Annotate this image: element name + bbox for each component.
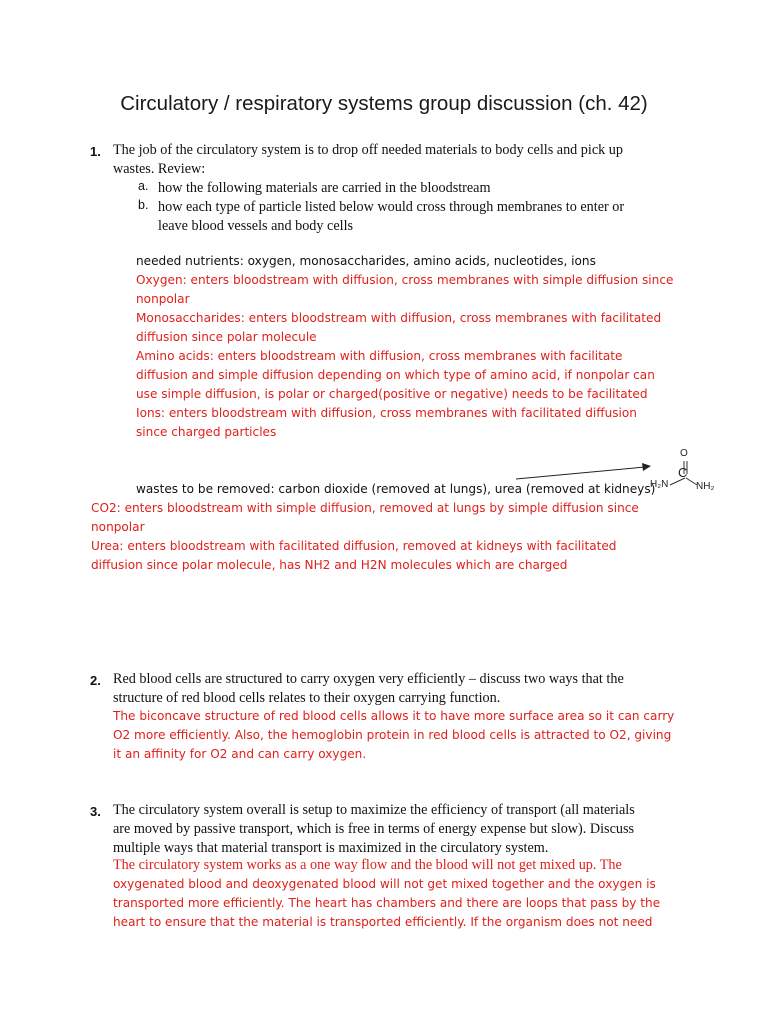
sub-item-letter: b. <box>138 198 149 212</box>
sub-item-letter: a. <box>138 179 149 193</box>
answer-line: since charged particles <box>136 425 277 439</box>
arrow-head <box>642 463 651 471</box>
answer-line: diffusion since polar molecule <box>136 330 317 344</box>
nutrients-heading: needed nutrients: oxygen, monosaccharides, amino acids, nucleotides, ions <box>136 254 596 268</box>
sub-item-line: how each type of particle listed below would cross through membranes to enter or <box>158 199 625 215</box>
answer-line: Ions: enters bloodstream with diffusion, cross membranes with facilitated diffusion <box>136 406 637 420</box>
carbon-atom-label: C <box>678 465 688 480</box>
answer-line: The biconcave structure of red blood cells allows it to have more surface area so it can carry <box>113 709 675 723</box>
answer-line: Amino acids: enters bloodstream with diffusion, cross membranes with facilitate <box>136 349 623 363</box>
wastes-heading: wastes to be removed: carbon dioxide (removed at lungs), urea (removed at kidneys) <box>136 482 656 496</box>
wastes-answer <box>91 499 639 575</box>
prompt-line: multiple ways that material transport is maximized in the circulatory system. <box>113 840 549 856</box>
prompt-line: Red blood cells are structured to carry oxygen very efficiently – discuss two ways that the <box>113 671 624 687</box>
answer-line: heart to ensure that the material is transported efficiently. If the organism does not need <box>113 915 653 929</box>
answer-line: transported more efficiently. The heart has chambers and there are loops that pass by the <box>113 896 661 910</box>
page-title: Circulatory / respiratory systems group discussion (ch. 42) <box>120 92 648 115</box>
question-2-answer <box>113 707 674 764</box>
answer-line: use simple diffusion, is polar or charged(positive or negative) needs to be facilitated <box>136 387 648 401</box>
prompt-line: are moved by passive transport, which is free in terms of energy expense but slow). Discuss <box>113 821 635 837</box>
answer-line: Oxygen: enters bloodstream with diffusion, cross membranes with simple diffusion since <box>136 273 674 287</box>
sub-item-line: how the following materials are carried in the bloodstream <box>158 180 491 196</box>
question-3-prompt <box>113 801 635 858</box>
prompt-line: The job of the circulatory system is to drop off needed materials to body cells and pick up <box>113 142 623 158</box>
question-3-number: 3. <box>90 804 101 819</box>
question-1-number: 1. <box>90 144 101 159</box>
answer-line: CO2: enters bloodstream with simple diffusion, removed at lungs by simple diffusion since <box>91 501 639 515</box>
amine-right-label: NH₂ <box>696 481 715 492</box>
answer-line: Monosaccharides: enters bloodstream with diffusion, cross membranes with facilitated <box>136 311 662 325</box>
prompt-line: The circulatory system overall is setup to maximize the efficiency of transport (all materials <box>113 802 635 818</box>
answer-line: The circulatory system works as a one way flow and the blood will not get mixed up. The <box>113 857 622 873</box>
prompt-line: wastes. Review: <box>113 161 206 177</box>
answer-line: nonpolar <box>136 292 190 306</box>
sub-item-line: leave blood vessels and body cells <box>158 218 354 234</box>
answer-line: oxygenated blood and deoxygenated blood will not get mixed together and the oxygen is <box>113 877 656 891</box>
oxygen-atom-label: O <box>680 448 688 459</box>
question-2-number: 2. <box>90 673 101 688</box>
prompt-line: structure of red blood cells relates to their oxygen carrying function. <box>113 690 501 706</box>
answer-line: it an affinity for O2 and can carry oxygen. <box>113 747 367 761</box>
answer-line: Urea: enters bloodstream with facilitated diffusion, removed at kidneys with facilitated <box>91 539 617 553</box>
answer-line: nonpolar <box>91 520 145 534</box>
question-2-prompt <box>113 670 624 708</box>
answer-line: diffusion since polar molecule, has NH2 and H2N molecules which are charged <box>91 558 568 572</box>
arrow-line <box>516 467 645 479</box>
answer-line: O2 more efficiently. Also, the hemoglobin protein in red blood cells is attracted to O2, giving <box>113 728 672 742</box>
answer-line: diffusion and simple diffusion depending on which type of amino acid, if nonpolar can <box>136 368 655 382</box>
question-3-answer <box>113 856 660 932</box>
amine-left-label: H₂N <box>650 479 669 490</box>
